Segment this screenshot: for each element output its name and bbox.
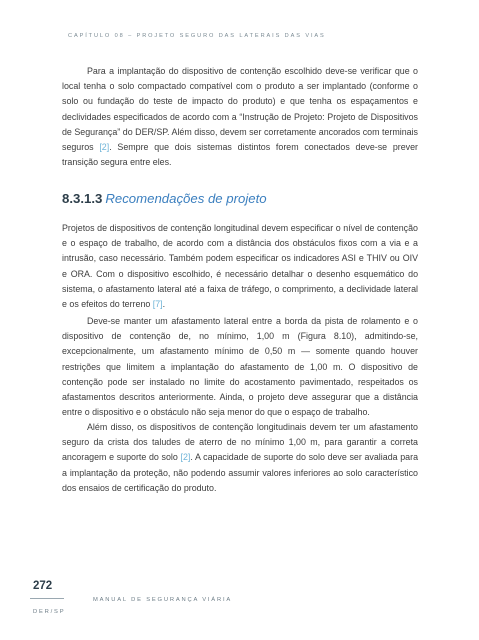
paragraph-lateral-offset <box>62 314 418 420</box>
citation-link[interactable]: [2] <box>99 142 110 153</box>
footer-organization: DER/SP <box>33 609 66 615</box>
section-title: Recomendações de projeto <box>105 191 267 206</box>
paragraph-text: Projetos de dispositivos de contenção longitudinal devem especificar o nível de contenção e o espaço de trabalho, de acordo com a distância dos obstáculos fixos com a via e a intrusão, caso necessário. Também podem especificar os indicadores ASI e THIV ou OIV e ORA. Com o dispositivo escolhido, é necessário detalhar o desenho esquemático do sistema, o afastamento lateral até a faixa de tráfego, o comprimento, a declividade lateral e os efeitos do terreno <box>62 223 418 310</box>
paragraph-text: . <box>162 299 166 310</box>
paragraph-text: . A capacidade de suporte do solo deve ser avaliada para a implantação da proteção, não podendo assumir valores inferiores ao solo característico dos ensaios de certificação do produto. <box>62 452 419 493</box>
paragraph-text: Para a implantação do dispositivo de contenção escolhido deve-se verificar que o local tenha o solo compactado compatível com o produto a ser implantado (conforme o solo ou fundação do teste de impacto do produto) e que tenha os espaçamentos e declividades especificados de acordo com a “Instrução de Projeto: Projeto de Dispositivos de Segurança” do DER/SP. Além disso, devem ser corretamente ancorados com terminais seguros <box>62 66 418 153</box>
chapter-header: CAPÍTULO 08 – PROJETO SEGURO DAS LATERAIS DAS VIAS <box>68 33 326 39</box>
section-number: 8.3.1.3 <box>62 191 103 206</box>
paragraph-text: . Sempre que dois sistemas distintos forem conectados deve-se prever transição segura entre eles. <box>62 142 418 168</box>
footer-manual-title: MANUAL DE SEGURANÇA VIÁRIA <box>93 597 233 603</box>
paragraph-text: Além disso, os dispositivos de contenção longitudinais devem ter um afastamento seguro da crista dos taludes de aterro de no mínimo 1,00 m, para garantir a correta ancoragem e suporte do solo <box>62 422 418 463</box>
paragraph-embankment <box>62 420 418 496</box>
citation-link[interactable]: [7] <box>152 299 163 310</box>
paragraph-installation <box>62 64 418 170</box>
paragraph-text: Deve-se manter um afastamento lateral entre a borda da pista de rolamento e o dispositivo de contenção de, no mínimo, 1,00 m (Figura 8.10), admitindo-se, excepcionalmente, um afastamento mínimo de 0,50 m — somente quando houver restrições que limitem a implantação do afastamento de 1,00 m. O dispositivo de contenção pode ser instalado no limite do acostamento pavimentado, respeitados os afastamentos descritos anteriormente. Ainda, o projeto deve assegurar que a distância entre o dispositivo e o obstáculo não seja menor do que o espaço de trabalho. <box>62 316 418 418</box>
paragraph-project-specs <box>62 221 418 312</box>
citation-link[interactable]: [2] <box>180 452 191 463</box>
section-heading <box>62 191 267 206</box>
footer-divider <box>30 598 64 599</box>
page-number: 272 <box>33 580 53 592</box>
